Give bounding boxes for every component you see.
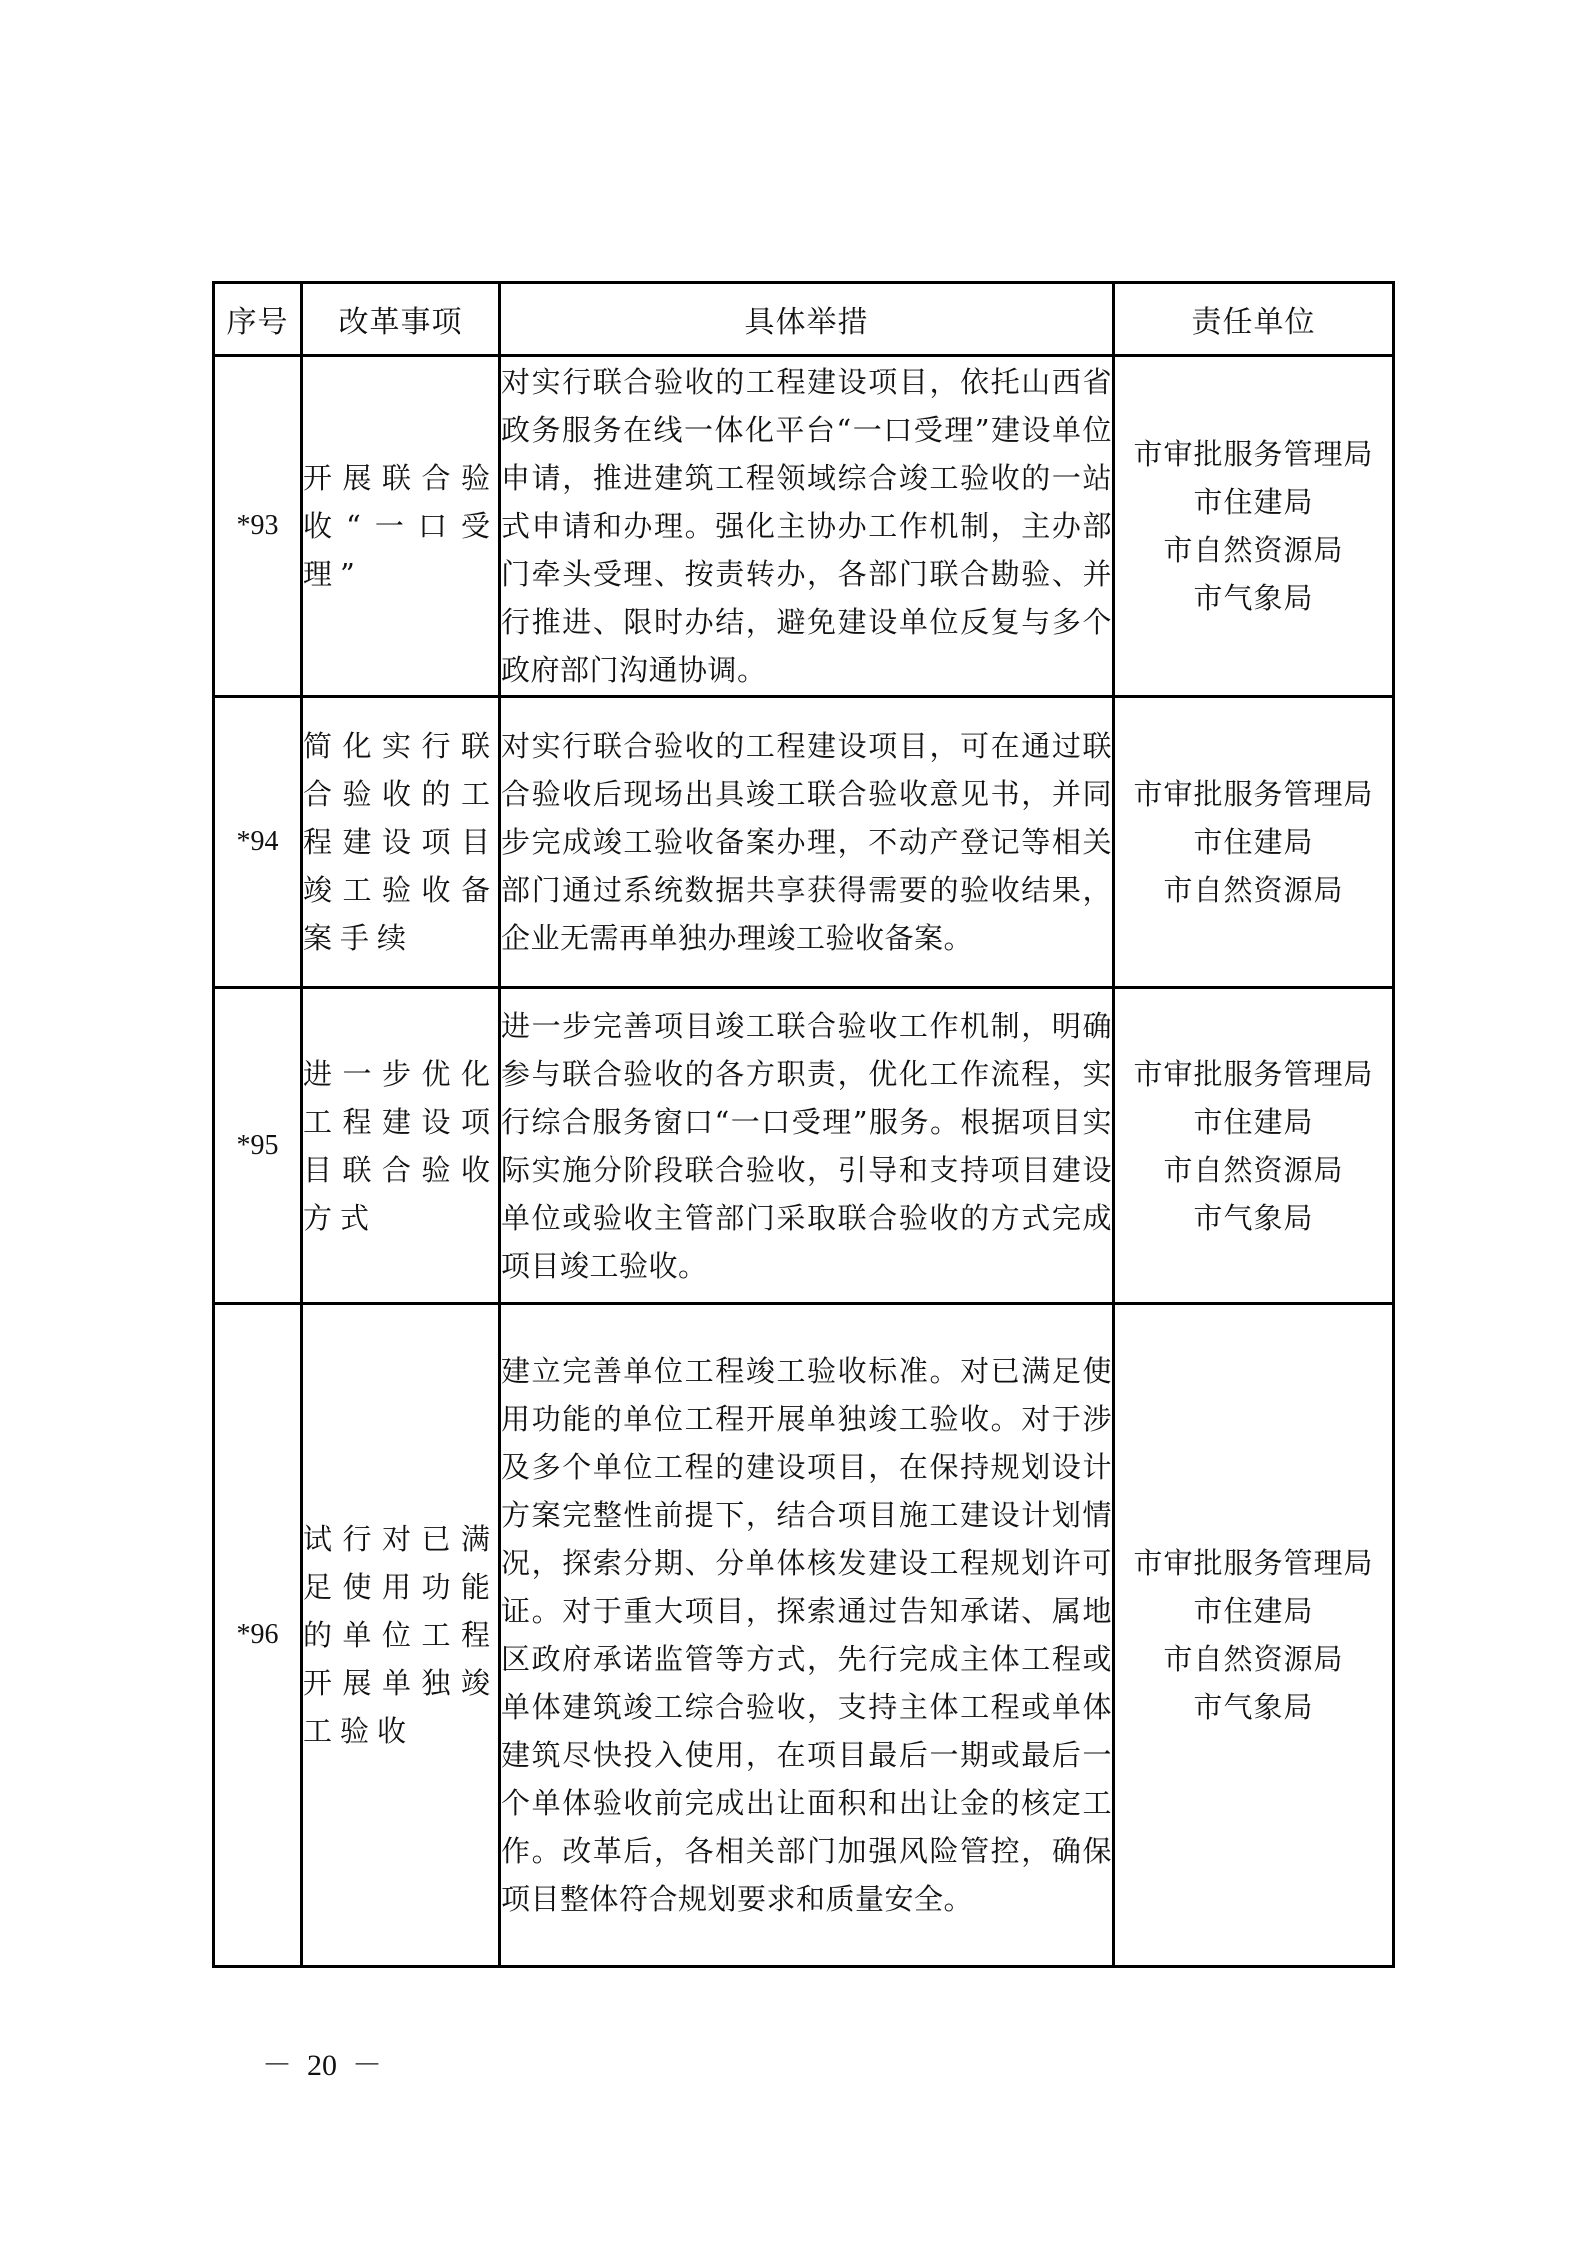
page-number: － 20 － bbox=[262, 2049, 382, 2082]
row-seq: *94 bbox=[214, 697, 302, 988]
row-responsible-units bbox=[1114, 697, 1394, 988]
table-row bbox=[214, 697, 1394, 988]
table-header-row bbox=[214, 283, 1394, 356]
unit-item: 市气象局 bbox=[1193, 581, 1314, 615]
unit-item: 市审批服务管理局 bbox=[1133, 777, 1374, 811]
table-row bbox=[214, 1304, 1394, 1967]
unit-item: 市气象局 bbox=[1193, 1200, 1314, 1235]
unit-item: 市气象局 bbox=[1193, 1690, 1314, 1724]
unit-item: 市审批服务管理局 bbox=[1133, 437, 1374, 471]
row-responsible-units bbox=[1114, 356, 1394, 697]
header-responsible-unit: 责任单位 bbox=[1114, 283, 1394, 356]
unit-item: 市住建局 bbox=[1193, 485, 1314, 519]
reform-measures-table bbox=[212, 281, 1395, 1968]
row-seq: *96 bbox=[214, 1304, 302, 1967]
header-reform-item: 改革事项 bbox=[302, 283, 500, 356]
header-seq: 序号 bbox=[214, 283, 302, 356]
row-seq: *95 bbox=[214, 988, 302, 1304]
row-responsible-units bbox=[1114, 988, 1394, 1304]
row-measure: 建立完善单位工程竣工验收标准。对已满足使用功能的单位工程开展单独竣工验收。对于涉及多个单位工程的建设项目，在保持规划设计方案完整性前提下，结合项目施工建设计划情况，探索分期、分单体核发建设工程规划许可证。对于重大项目，探索通过告知承诺、属地区政府承诺监管等方式，先行完成主体工程或单体建筑竣工综合验收，支持主体工程或单体建筑尽快投入使用，在项目最后一期或最后一个单体验收前完成出让面积和出让金的核定工作。改革后，各相关部门加强风险管控，确保项目整体符合规划要求和质量安全。 bbox=[500, 1304, 1114, 1967]
row-responsible-units bbox=[1114, 1304, 1394, 1967]
unit-item: 市审批服务管理局 bbox=[1133, 1056, 1374, 1091]
row-reform-item: 简化实行联合验收的工程建设项目竣工验收备案手续 bbox=[302, 697, 500, 988]
row-reform-item: 开展联合验收“一口受理” bbox=[302, 356, 500, 697]
unit-item: 市住建局 bbox=[1193, 1594, 1314, 1628]
row-seq: *93 bbox=[214, 356, 302, 697]
unit-item: 市自然资源局 bbox=[1163, 1642, 1344, 1676]
unit-item: 市自然资源局 bbox=[1163, 1152, 1344, 1187]
unit-item: 市住建局 bbox=[1193, 1104, 1314, 1139]
unit-item: 市自然资源局 bbox=[1163, 873, 1344, 907]
unit-item: 市审批服务管理局 bbox=[1133, 1546, 1374, 1580]
row-measure: 对实行联合验收的工程建设项目，依托山西省政务服务在线一体化平台“一口受理”建设单位申请，推进建筑工程领域综合竣工验收的一站式申请和办理。强化主协办工作机制，主办部门牵头受理、按责转办，各部门联合勘验、并行推进、限时办结，避免建设单位反复与多个政府部门沟通协调。 bbox=[500, 356, 1114, 697]
table-row bbox=[214, 356, 1394, 697]
row-measure: 进一步完善项目竣工联合验收工作机制，明确参与联合验收的各方职责，优化工作流程，实行综合服务窗口“一口受理”服务。根据项目实际实施分阶段联合验收，引导和支持项目建设单位或验收主管部门采取联合验收的方式完成项目竣工验收。 bbox=[500, 988, 1114, 1304]
unit-item: 市住建局 bbox=[1193, 825, 1314, 859]
header-specific-measures: 具体举措 bbox=[500, 283, 1114, 356]
row-reform-item: 进一步优化工程建设项目联合验收方式 bbox=[302, 988, 500, 1304]
table-row bbox=[214, 988, 1394, 1304]
row-measure: 对实行联合验收的工程建设项目，可在通过联合验收后现场出具竣工联合验收意见书，并同步完成竣工验收备案办理，不动产登记等相关部门通过系统数据共享获得需要的验收结果，企业无需再单独办理竣工验收备案。 bbox=[500, 697, 1114, 988]
row-reform-item: 试行对已满足使用功能的单位工程开展单独竣工验收 bbox=[302, 1304, 500, 1967]
unit-item: 市自然资源局 bbox=[1163, 533, 1344, 567]
